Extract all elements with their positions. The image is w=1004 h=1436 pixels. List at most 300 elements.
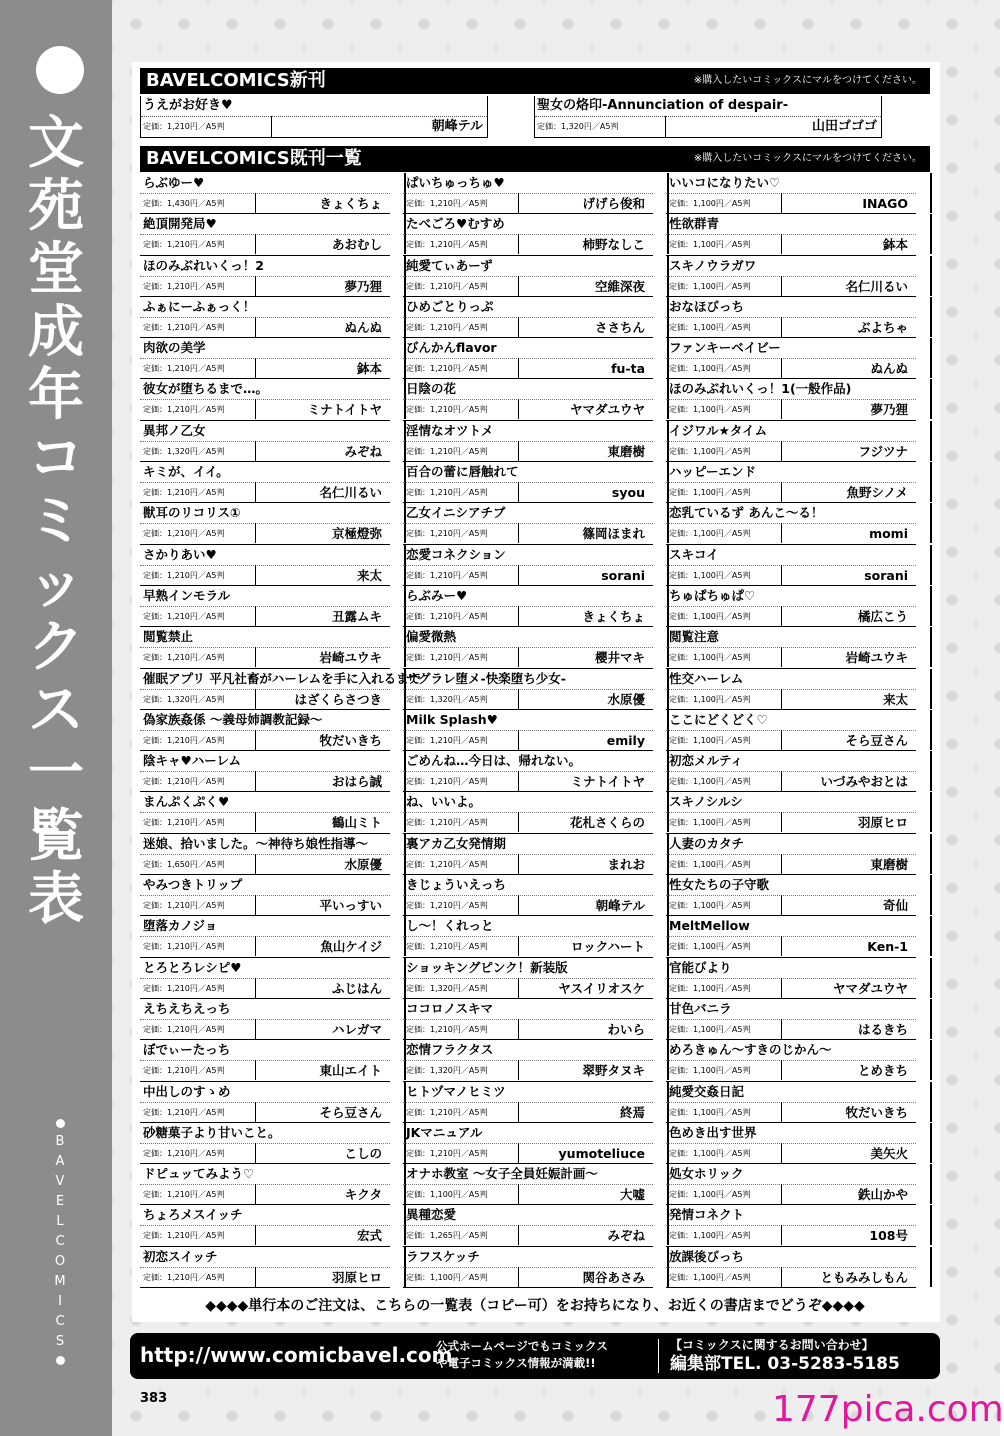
- book-price: 定価：1,210円／A5判: [143, 322, 225, 332]
- divider: [255, 565, 256, 585]
- book-list-item[interactable]: [403, 1123, 653, 1164]
- book-price: 定価：1,210円／A5判: [143, 1148, 225, 1158]
- book-author: 櫻井マキ: [594, 650, 645, 666]
- book-list-item[interactable]: [140, 999, 390, 1040]
- checkbox-border: [918, 669, 932, 709]
- dotted-divider: [140, 358, 390, 359]
- book-title: 閲覧禁止: [143, 629, 194, 645]
- spine-title-char: コ: [28, 426, 84, 491]
- book-list-item[interactable]: [666, 958, 916, 999]
- divider: [518, 647, 519, 667]
- book-title: 異種恋愛: [406, 1207, 457, 1223]
- book-price: 定価：1,210円／A5判: [143, 281, 225, 291]
- book-title: 彼女が堕ちるまで…。: [143, 381, 269, 397]
- book-list-item[interactable]: [403, 669, 653, 710]
- divider: [518, 606, 519, 626]
- dotted-divider: [666, 936, 916, 937]
- book-title: 恋愛コネクション: [406, 546, 506, 562]
- checkbox-border: [918, 1205, 932, 1245]
- book-title: まんぷくぷく♥: [143, 794, 230, 810]
- book-list-item[interactable]: [403, 792, 653, 833]
- book-list-item[interactable]: [403, 545, 653, 586]
- book-author: ロックハート: [570, 939, 645, 955]
- book-author: 橘広こう: [857, 608, 908, 624]
- book-title: きじょういえっち: [406, 877, 507, 893]
- checkbox-border: [918, 1247, 932, 1287]
- book-list-item[interactable]: [666, 173, 916, 214]
- new-release-item[interactable]: [534, 96, 882, 138]
- book-list-item[interactable]: [140, 875, 390, 916]
- checkbox-border: [918, 503, 932, 543]
- divider: [781, 441, 782, 461]
- checkbox-border: [918, 916, 932, 956]
- book-list-item[interactable]: [666, 1123, 916, 1164]
- book-list-item[interactable]: [666, 256, 916, 297]
- dotted-divider: [403, 978, 653, 979]
- book-author: 鉢本: [882, 237, 908, 253]
- divider: [781, 647, 782, 667]
- book-title: ほのみぶれいくっ！2: [143, 257, 264, 273]
- book-title: ひめごとりっぷ: [406, 298, 494, 314]
- book-author: ささちん: [594, 319, 645, 335]
- book-list-item[interactable]: [666, 669, 916, 710]
- book-list-item[interactable]: [403, 1247, 653, 1288]
- book-author: 奇仙: [882, 898, 908, 914]
- book-list-item[interactable]: [666, 379, 916, 420]
- dotted-divider: [666, 482, 916, 483]
- book-price: 定価：1,210円／A5判: [406, 901, 488, 911]
- dotted-divider: [403, 1143, 653, 1144]
- book-list-item[interactable]: [140, 256, 390, 297]
- book-price: 定価：1,210円／A5判: [143, 405, 225, 415]
- dotted-divider: [403, 812, 653, 813]
- dotted-divider: [535, 116, 881, 117]
- book-title: キミが、イイ。: [143, 464, 229, 480]
- book-list-item[interactable]: [666, 545, 916, 586]
- book-list-item[interactable]: [140, 503, 390, 544]
- book-list-item[interactable]: [140, 1082, 390, 1123]
- book-list-item[interactable]: [666, 1247, 916, 1288]
- book-list-item[interactable]: [666, 875, 916, 916]
- book-list-item[interactable]: [140, 792, 390, 833]
- book-list-item[interactable]: [140, 338, 390, 379]
- dotted-divider: [140, 1102, 390, 1103]
- book-author: みぞね: [344, 443, 382, 459]
- book-author: 大嘘: [619, 1187, 645, 1203]
- dotted-divider: [403, 730, 653, 731]
- checkbox-border: [918, 792, 932, 832]
- book-price: 定価：1,100円／A5判: [669, 735, 751, 745]
- book-title: 純愛てぃあーず: [406, 257, 493, 273]
- divider: [781, 978, 782, 998]
- backlist-column-2: [403, 173, 653, 1288]
- book-author: 東磨樹: [870, 856, 908, 872]
- book-list-item[interactable]: [403, 751, 653, 792]
- book-title: ヒトヅマノヒミツ: [406, 1083, 506, 1099]
- spine-subtitle-char: O: [54, 1254, 66, 1269]
- book-list-item[interactable]: [140, 916, 390, 957]
- book-list-item[interactable]: [140, 545, 390, 586]
- book-price: 定価：1,210円／A5判: [143, 529, 225, 539]
- book-price: 定価：1,100円／A5判: [669, 488, 751, 498]
- book-title: らぶゆー♥: [143, 175, 205, 190]
- book-list-item[interactable]: [140, 379, 390, 420]
- book-title: ファンキーベイビー: [669, 340, 781, 356]
- divider: [781, 1267, 782, 1287]
- book-list-item[interactable]: [403, 1040, 653, 1081]
- book-title: 処女ホリック: [669, 1166, 744, 1182]
- dotted-divider: [666, 565, 916, 566]
- book-author: 平いっすい: [319, 898, 382, 914]
- checkbox-border: [918, 462, 932, 502]
- book-list-item[interactable]: [403, 503, 653, 544]
- book-price: 定価：1,100円／A5判: [669, 570, 751, 580]
- spine-subtitle-char: C: [55, 1234, 65, 1249]
- book-price: 定価：1,100円／A5判: [669, 777, 751, 787]
- book-price: 定価：1,320円／A5判: [406, 983, 488, 993]
- book-list-item[interactable]: [666, 627, 916, 668]
- book-price: 定価：1,100円／A5判: [406, 1272, 488, 1282]
- spine-subtitle-char: S: [55, 1334, 65, 1349]
- book-list-item[interactable]: [140, 214, 390, 255]
- book-price: 定価：1,100円／A5判: [669, 859, 751, 869]
- book-list-item[interactable]: [666, 462, 916, 503]
- book-author: はざくらさつき: [294, 691, 382, 707]
- book-price: 定価：1,210円／A5判: [406, 240, 488, 250]
- divider: [255, 895, 256, 915]
- divider: [518, 730, 519, 750]
- dotted-divider: [666, 193, 916, 194]
- book-price: 定価：1,100円／A5判: [669, 694, 751, 704]
- book-title: 恋乳ているず あんこ～る！: [669, 505, 824, 521]
- book-title: ココロノスキマ: [406, 1000, 494, 1016]
- book-title: とろとろレシピ♥: [143, 959, 242, 975]
- book-list-item[interactable]: [140, 1247, 390, 1288]
- book-author: まれお: [607, 856, 645, 872]
- book-list-item[interactable]: [140, 462, 390, 503]
- book-price: 定価：1,320円／A5判: [143, 446, 225, 456]
- spine-small-dot: [56, 1356, 65, 1365]
- backlist-note: ※購入したいコミックスにマルをつけてください。: [693, 153, 922, 164]
- spine-title-char: 文: [28, 111, 84, 176]
- book-price: 定価：1,100円／A5判: [669, 611, 751, 621]
- spine-subtitle-char: C: [55, 1314, 65, 1329]
- book-title: らぶみー♥: [406, 587, 468, 603]
- book-title: 偽家族姦係 ～義母姉調教記録～: [143, 711, 323, 727]
- book-list-item[interactable]: [140, 173, 390, 214]
- divider: [781, 482, 782, 502]
- book-price: 定価：1,210円／A5判: [406, 322, 488, 332]
- divider: [781, 771, 782, 791]
- dotted-divider: [403, 1267, 653, 1268]
- new-release-item[interactable]: [140, 96, 488, 138]
- book-list-item[interactable]: [666, 710, 916, 751]
- divider: [518, 317, 519, 337]
- spine-dot: [36, 46, 84, 94]
- book-price: 定価：1,320円／A5判: [143, 694, 225, 704]
- book-list-item[interactable]: [403, 1164, 653, 1205]
- book-list-item[interactable]: [403, 916, 653, 957]
- book-price: 定価：1,210円／A5判: [143, 611, 225, 621]
- book-list-item[interactable]: [666, 916, 916, 957]
- spine-title-char: 表: [28, 867, 84, 932]
- book-list-item[interactable]: [140, 710, 390, 751]
- book-list-item[interactable]: [140, 1164, 390, 1205]
- book-title: MeltMellow: [669, 918, 750, 934]
- book-price: 定価：1,210円／A5判: [143, 818, 225, 828]
- divider: [255, 523, 256, 543]
- book-title: 聖女の烙印-Annunciation of despair-: [537, 98, 789, 113]
- divider: [781, 1184, 782, 1204]
- inquiry-heading: 【コミックスに関するお問い合わせ】: [670, 1338, 874, 1352]
- book-title: 中出しのすゝめ: [143, 1083, 231, 1099]
- book-list-item[interactable]: [403, 338, 653, 379]
- divider: [518, 1225, 519, 1245]
- book-author: あおむし: [331, 237, 382, 253]
- book-price: 定価：1,210円／A5判: [406, 1107, 488, 1117]
- book-list-item[interactable]: [140, 958, 390, 999]
- divider: [518, 358, 519, 378]
- dotted-divider: [666, 1267, 916, 1268]
- book-author: 美矢火: [870, 1145, 908, 1161]
- book-author: fu-ta: [611, 361, 645, 377]
- divider: [781, 193, 782, 213]
- book-author: 鶴山ミト: [331, 815, 382, 831]
- divider: [781, 689, 782, 709]
- book-author: 終焉: [619, 1104, 645, 1120]
- book-title: やみつきトリップ: [143, 877, 243, 893]
- book-author: 岩崎ユウキ: [319, 650, 382, 666]
- book-list-item[interactable]: [140, 834, 390, 875]
- book-list-item[interactable]: [403, 586, 653, 627]
- book-price: 定価：1,320円／A5判: [406, 694, 488, 704]
- dotted-divider: [141, 116, 487, 117]
- book-author: 東磨樹: [607, 443, 645, 459]
- book-author: 魚山ケイジ: [320, 939, 382, 955]
- spine-title-char: 成: [28, 300, 84, 365]
- book-price: 定価：1,210円／A5判: [143, 570, 225, 580]
- book-title: サグラレ堕メ-快楽堕ち少女-: [406, 670, 566, 686]
- dotted-divider: [403, 606, 653, 607]
- book-title: 性交ハーレム: [669, 670, 744, 686]
- book-list-item[interactable]: [403, 1082, 653, 1123]
- divider: [781, 1225, 782, 1245]
- checkbox-border: [918, 627, 932, 667]
- book-author: ぶよちゃ: [857, 319, 908, 335]
- vertical-subtitle: [50, 1115, 70, 1369]
- divider: [518, 1019, 519, 1039]
- book-list-item[interactable]: [666, 1040, 916, 1081]
- book-author: 丑露ムキ: [331, 608, 382, 624]
- book-author: 翠野タヌキ: [582, 1063, 645, 1079]
- book-price: 定価：1,210円／A5判: [406, 405, 488, 415]
- book-price: 定価：1,100円／A5判: [669, 1190, 751, 1200]
- divider: [255, 482, 256, 502]
- divider: [255, 1184, 256, 1204]
- divider: [255, 1102, 256, 1122]
- book-title: 閲覧注意: [669, 629, 720, 645]
- book-list-item[interactable]: [140, 586, 390, 627]
- book-title: 乙女イニシアチブ: [406, 505, 506, 521]
- divider: [518, 441, 519, 461]
- book-author: 柿野なしこ: [582, 237, 645, 253]
- book-title: ラフスケッチ: [406, 1248, 480, 1264]
- backlist-header: [140, 146, 930, 172]
- checkbox-border: [918, 214, 932, 254]
- book-list-item[interactable]: [666, 999, 916, 1040]
- book-list-item[interactable]: [403, 999, 653, 1040]
- book-author: 夢乃狸: [344, 278, 382, 294]
- divider: [518, 193, 519, 213]
- book-list-item[interactable]: [403, 379, 653, 420]
- book-list-item[interactable]: [140, 1123, 390, 1164]
- book-list-item[interactable]: [666, 1082, 916, 1123]
- book-list-item[interactable]: [666, 1205, 916, 1246]
- divider: [781, 1019, 782, 1039]
- book-list-item[interactable]: [666, 1164, 916, 1205]
- book-list-item[interactable]: [403, 834, 653, 875]
- book-list-item[interactable]: [403, 297, 653, 338]
- book-price: 定価：1,210円／A5判: [406, 488, 488, 498]
- divider: [781, 730, 782, 750]
- book-author: 岩崎ユウキ: [845, 650, 908, 666]
- book-list-item[interactable]: [140, 751, 390, 792]
- dotted-divider: [140, 606, 390, 607]
- book-author: 名仁川るい: [845, 278, 908, 294]
- book-list-item[interactable]: [666, 751, 916, 792]
- book-list-item[interactable]: [403, 173, 653, 214]
- book-price: 定価：1,100円／A5判: [669, 446, 751, 456]
- book-title: ぱいちゅっちゅ♥: [406, 175, 505, 190]
- divider: [255, 647, 256, 667]
- footer-message: [436, 1338, 608, 1372]
- book-price: 定価：1,210円／A5判: [406, 859, 488, 869]
- vertical-title: [0, 112, 112, 931]
- book-author: おはら誠: [331, 774, 382, 790]
- divider: [255, 1019, 256, 1039]
- book-title: 人妻のカタチ: [669, 835, 745, 851]
- dotted-divider: [666, 854, 916, 855]
- divider: [781, 936, 782, 956]
- book-list-item[interactable]: [666, 503, 916, 544]
- divider: [255, 936, 256, 956]
- dotted-divider: [403, 482, 653, 483]
- book-author: 来太: [356, 567, 382, 583]
- book-list-item[interactable]: [666, 214, 916, 255]
- book-price: 定価：1,210円／A5判: [406, 611, 488, 621]
- book-list-item[interactable]: [666, 297, 916, 338]
- dotted-divider: [403, 441, 653, 442]
- checkbox-border: [918, 421, 932, 461]
- book-list-item[interactable]: [666, 338, 916, 379]
- book-title: ちょろメスイッチ: [143, 1207, 243, 1223]
- book-price: 定価：1,210円／A5判: [406, 281, 488, 291]
- book-author: きょくちょ: [582, 608, 645, 624]
- book-list-item[interactable]: [140, 297, 390, 338]
- book-price: 定価：1,210円／A5判: [406, 199, 488, 208]
- book-list-item[interactable]: [140, 421, 390, 462]
- book-price: 定価：1,100円／A5判: [669, 1024, 751, 1034]
- checkbox-border: [918, 834, 932, 874]
- dotted-divider: [140, 771, 390, 772]
- book-list-item[interactable]: [403, 627, 653, 668]
- dotted-divider: [140, 730, 390, 731]
- website-link[interactable]: http://www.comicbavel.com: [140, 1343, 453, 1367]
- book-price: 定価：1,210円／A5判: [406, 818, 488, 828]
- dotted-divider: [403, 771, 653, 772]
- divider: [255, 1225, 256, 1245]
- dotted-divider: [140, 234, 390, 235]
- book-list-item[interactable]: [403, 958, 653, 999]
- new-releases-row: [140, 96, 930, 139]
- book-list-item[interactable]: [666, 834, 916, 875]
- divider: [781, 1143, 782, 1163]
- book-price: 定価：1,210円／A5判: [406, 777, 488, 787]
- book-price: 定価：1,210円／A5判: [406, 570, 488, 580]
- book-list-item[interactable]: [140, 669, 422, 710]
- book-price: 定価：1,100円／A5判: [669, 529, 751, 539]
- checkbox-border: [918, 875, 932, 915]
- spine-title-char: ミ: [28, 489, 84, 554]
- book-title: 初恋メルティ: [669, 753, 744, 769]
- book-title: たべごろ♥むすめ: [406, 216, 505, 232]
- book-author: 鉢本: [356, 361, 382, 377]
- divider: [518, 895, 519, 915]
- dotted-divider: [140, 565, 390, 566]
- book-list-item[interactable]: [140, 1205, 390, 1246]
- book-list-item[interactable]: [403, 214, 653, 255]
- dotted-divider: [403, 399, 653, 400]
- book-author: sorani: [601, 567, 645, 583]
- spine-title-char: 堂: [28, 237, 84, 302]
- dotted-divider: [666, 1102, 916, 1103]
- divider: [271, 116, 272, 137]
- book-list-item[interactable]: [140, 627, 390, 668]
- book-list-item[interactable]: [403, 256, 653, 297]
- book-list-item[interactable]: [403, 875, 653, 916]
- dotted-divider: [140, 482, 390, 483]
- book-author: 羽原ヒロ: [331, 1269, 382, 1285]
- dotted-divider: [140, 1143, 390, 1144]
- divider: [518, 936, 519, 956]
- book-title: ショッキングピンク！新装版: [406, 959, 568, 975]
- dotted-divider: [666, 1184, 916, 1185]
- book-author: 関谷あさみ: [582, 1269, 645, 1285]
- book-list-item[interactable]: [403, 462, 653, 503]
- book-list-item[interactable]: [666, 421, 916, 462]
- book-list-item[interactable]: [666, 792, 916, 833]
- book-list-item[interactable]: [666, 586, 916, 627]
- dotted-divider: [666, 399, 916, 400]
- book-list-item[interactable]: [403, 421, 653, 462]
- book-author: 朝峰テル: [595, 898, 645, 914]
- book-price: 定価：1,210円／A5判: [406, 364, 488, 374]
- book-list-item[interactable]: [403, 1205, 653, 1246]
- divider: [255, 1060, 256, 1080]
- divider: [255, 606, 256, 626]
- divider: [518, 1184, 519, 1204]
- book-list-item[interactable]: [140, 1040, 390, 1081]
- dotted-divider: [666, 812, 916, 813]
- book-title: 絶頂開発局♥: [143, 216, 217, 232]
- book-title: ぼでぃーたっち: [143, 1042, 231, 1058]
- book-list-item[interactable]: [403, 710, 653, 751]
- checkbox-border: [918, 586, 932, 626]
- divider: [255, 812, 256, 832]
- book-price: 定価：1,320円／A5判: [406, 1066, 488, 1076]
- book-author: yumoteliuce: [558, 1145, 645, 1161]
- book-title: 甘色バニラ: [669, 1000, 732, 1016]
